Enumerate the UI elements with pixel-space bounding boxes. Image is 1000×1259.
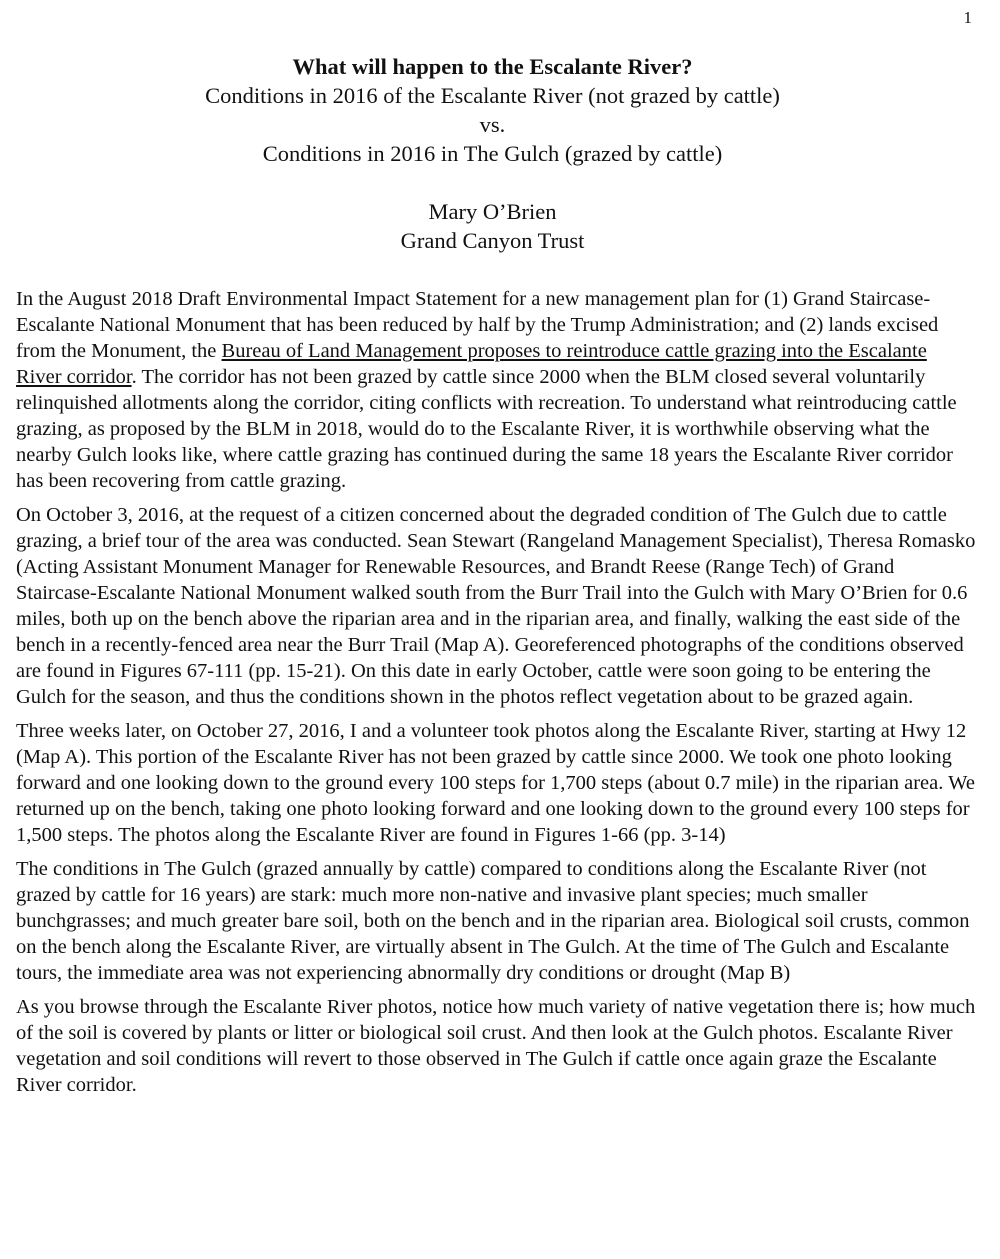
document-title: What will happen to the Escalante River?	[292, 54, 693, 79]
document-subtitle-line3: Conditions in 2016 in The Gulch (grazed by cattle)	[262, 141, 723, 166]
document-subtitle-line2: vs.	[479, 112, 506, 137]
paragraph-1-text-start: In the August 2018 Draft Environmental Impact Statement for a new management plan for (1) Grand Staircase-Escalante National Monument that has been reduced by half by the Trump Administration; and (2) lands excised from the Monument, the	[16, 288, 939, 362]
author-organization: Grand Canyon Trust	[400, 228, 585, 253]
document-body	[16, 286, 976, 1106]
paragraph-1-text-end: . The corridor has not been grazed by cattle since 2000 when the BLM closed several voluntarily relinquished allotments along the corridor, citing conflicts with recreation. To understand what reintroducing cattle grazing, as proposed by the BLM in 2018, would do to the Escalante River, it is worthwhile observing what the nearby Gulch looks like, where cattle grazing has continued during the same 18 years the Escalante River corridor has been recovering from cattle grazing.	[16, 366, 957, 492]
paragraph-2: On October 3, 2016, at the request of a citizen concerned about the degraded condition of The Gulch due to cattle grazing, a brief tour of the area was conducted. Sean Stewart (Rangeland Management Specialist), Theresa Romasko (Acting Assistant Monument Manager for Renewable Resources, and Brandt Reese (Range Tech) of Grand Staircase-Escalante National Monument walked south from the Burr Trail into the Gulch with Mary O’Brien for 0.6 miles, both up on the bench above the riparian area and in the riparian area, and finally, walking the east side of the bench in a recently-fenced area near the Burr Trail (Map A). Georeferenced photographs of the conditions observed are found in Figures 67-111 (pp. 15-21). On this date in early October, cattle were soon going to be entering the Gulch for the season, and thus the conditions shown in the photos reflect vegetation about to be grazed again.	[16, 504, 976, 708]
paragraph-5: As you browse through the Escalante River photos, notice how much variety of native vegetation there is; how much of the soil is covered by plants or litter or biological soil crust. And then look at the Gulch photos. Escalante River vegetation and soil conditions will revert to those observed in The Gulch if cattle once again graze the Escalante River corridor.	[16, 996, 976, 1096]
author-name: Mary O’Brien	[428, 199, 557, 224]
document-subtitle-line1: Conditions in 2016 of the Escalante River (not grazed by cattle)	[205, 83, 780, 108]
page-number: 1	[963, 8, 972, 27]
paragraph-1	[16, 286, 976, 494]
author-block	[0, 197, 985, 255]
paragraph-3: Three weeks later, on October 27, 2016, I and a volunteer took photos along the Escalante River, starting at Hwy 12 (Map A). This portion of the Escalante River has not been grazed by cattle since 2000. We took one photo looking forward and one looking down to the ground every 100 steps for 1,700 steps (about 0.7 mile) in the riparian area. We returned up on the bench, taking one photo looking forward and one looking down to the ground every 100 steps for 1,500 steps. The photos along the Escalante River are found in Figures 1-66 (pp. 3-14)	[16, 720, 975, 846]
paragraph-4: The conditions in The Gulch (grazed annually by cattle) compared to conditions along the Escalante River (not grazed by cattle for 16 years) are stark: much more non-native and invasive plant species; much smaller bunchgrasses; and much greater bare soil, both on the bench and in the riparian area. Biological soil crusts, common on the bench along the Escalante River, are virtually absent in The Gulch. At the time of The Gulch and Escalante tours, the immediate area was not experiencing abnormally dry conditions or drought (Map B)	[16, 858, 970, 984]
document-header	[0, 52, 985, 255]
blm-proposal-link[interactable]: Bureau of Land Management proposes to reintroduce cattle grazing into the Escalante River corridor	[16, 340, 927, 388]
